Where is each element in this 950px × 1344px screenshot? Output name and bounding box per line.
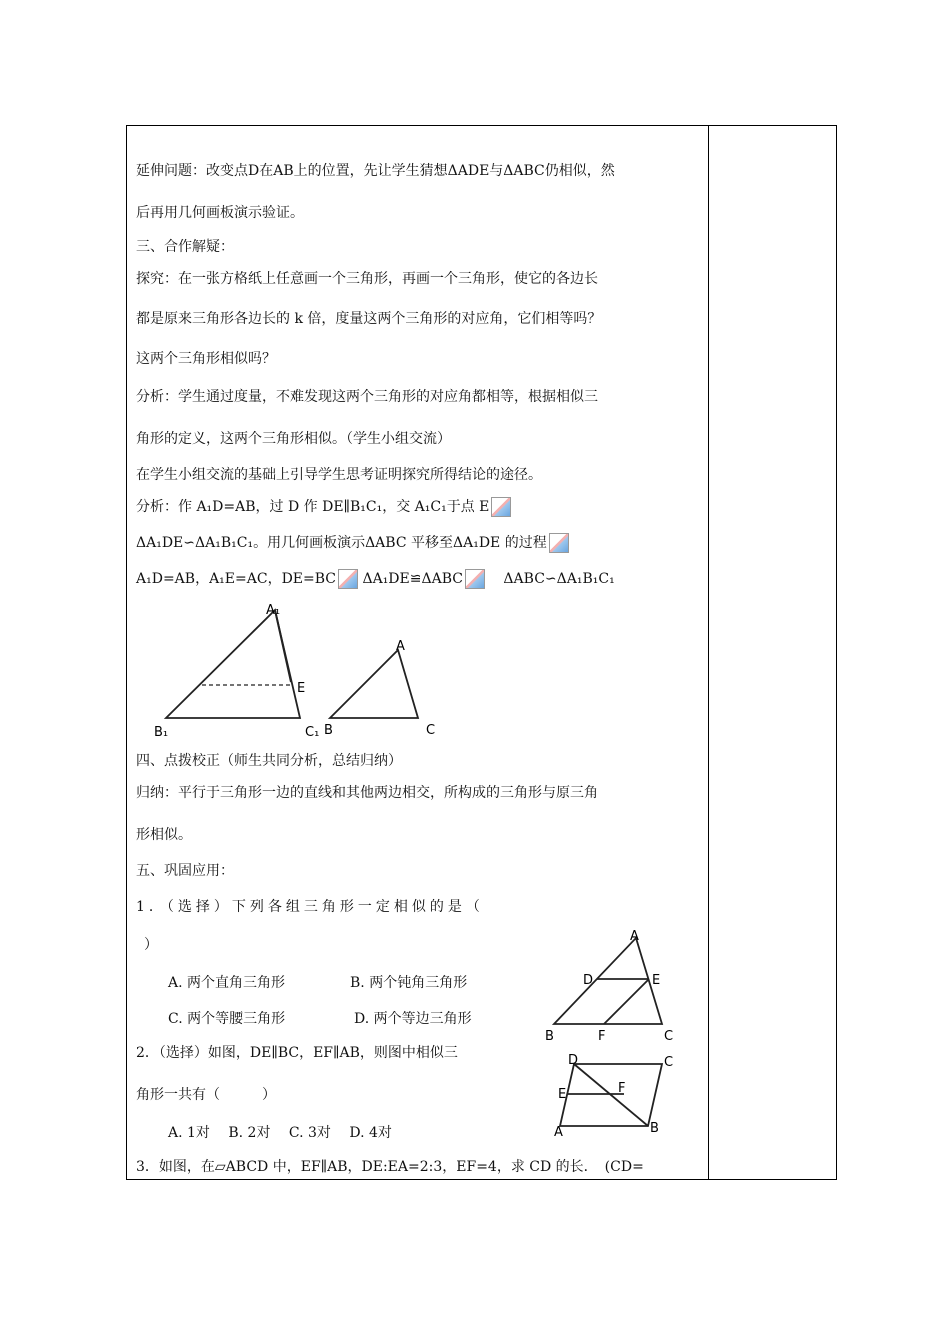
- segment-a1-c1: [275, 610, 291, 682]
- explore-line1: 探究：在一张方格纸上任意画一个三角形，再画一个三角形，使它的各边长: [136, 271, 598, 287]
- q2-label-a: A: [630, 929, 639, 944]
- diagonal-db: [574, 1064, 648, 1126]
- label-c: C: [426, 723, 436, 738]
- label-b1: B₁: [154, 725, 169, 740]
- extension-question-line1: 延伸问题：改变点D在AB上的位置，先让学生猜想ΔADE与ΔABC仍相似，然: [136, 163, 615, 179]
- question-2-options: A. 1对 B. 2对 C. 3对 D. 4对: [168, 1125, 392, 1141]
- explore-line2: 都是原来三角形各边长的 k 倍，度量这两个三角形的对应角，它们相等吗？: [136, 311, 602, 327]
- section-heading-4: 四、点拨校正（师生共同分析，总结归纳）: [136, 753, 402, 769]
- question-2-figure: [536, 924, 696, 1044]
- question-2-line1: 2．（选择）如图，DE∥BC，EF∥AB，则图中相似三: [136, 1045, 458, 1061]
- missing-image-icon: [549, 533, 569, 553]
- missing-image-icon: [465, 569, 485, 589]
- similarity-conclusion-text: ΔABC∽ΔA₁B₁C₁: [503, 571, 615, 587]
- label-a1: A₁: [266, 603, 281, 618]
- summary-line1: 归纳：平行于三角形一边的直线和其他两边相交，所构成的三角形与原三角: [136, 785, 598, 801]
- q3-label-f: F: [618, 1081, 626, 1096]
- q2-label-d: D: [583, 973, 594, 988]
- q3-label-e: E: [558, 1087, 567, 1102]
- congruence-text: ΔA₁DE≌ΔABC: [362, 571, 463, 587]
- analysis2-line2: [136, 532, 569, 553]
- question-1-option-c: C. 两个等腰三角形: [168, 1011, 286, 1027]
- q2-label-b: B: [545, 1029, 554, 1044]
- question-2-line2: 角形一共有（ ）: [136, 1087, 276, 1103]
- q2-label-f: F: [598, 1029, 606, 1044]
- similarity-demo-text: ΔA₁DE∽ΔA₁B₁C₁。用几何画板演示ΔABC 平移至ΔA₁DE 的过程: [136, 535, 547, 551]
- label-b: B: [324, 723, 333, 738]
- question-3-stem: 3．如图，在▱ABCD 中，EF∥AB，DE:EA=2:3，EF=4，求 CD 的长． (CD=: [136, 1159, 644, 1175]
- extension-question-line2: 后再用几何画板演示验证。: [136, 205, 304, 221]
- question-1-close-paren: ）: [144, 937, 158, 953]
- section-heading-5: 五、巩固应用：: [136, 863, 234, 879]
- triangle-a1b1c1: [166, 610, 300, 718]
- missing-image-icon: [338, 569, 358, 589]
- missing-image-icon: [491, 497, 511, 517]
- triangle-figure: [150, 600, 450, 740]
- analysis2-line1: [136, 496, 511, 517]
- analysis2-text: 分析：作 A₁D=AB，过 D 作 DE∥B₁C₁，交 A₁C₁于点 E: [136, 499, 490, 515]
- segment-ef: [604, 979, 649, 1024]
- triangle-abc: [330, 650, 418, 718]
- label-c1: C₁: [305, 725, 320, 740]
- q2-label-c: C: [664, 1029, 674, 1044]
- question-1-option-a: A. 两个直角三角形: [168, 975, 286, 991]
- q3-label-c: C: [664, 1055, 674, 1070]
- analysis-line2: 角形的定义，这两个三角形相似。（学生小组交流）: [136, 431, 451, 447]
- summary-line2: 形相似。: [136, 827, 192, 843]
- q2-label-e: E: [652, 973, 661, 988]
- question-3-figure: [552, 1052, 692, 1138]
- equalities-text: A₁D=AB，A₁E=AC，DE=BC: [136, 571, 337, 587]
- guide-line: 在学生小组交流的基础上引导学生思考证明探究所得结论的途径。: [136, 467, 542, 483]
- q3-label-b: B: [650, 1121, 659, 1136]
- question-1-option-b: B. 两个钝角三角形: [350, 975, 468, 991]
- q3-label-a: A: [554, 1125, 563, 1138]
- label-e: E: [297, 681, 306, 696]
- explore-line3: 这两个三角形相似吗？: [136, 351, 276, 367]
- section-heading-3: 三、合作解疑：: [136, 239, 234, 255]
- q3-label-d: D: [568, 1053, 579, 1068]
- analysis-line1: 分析：学生通过度量，不难发现这两个三角形的对应角都相等，根据相似三: [136, 389, 598, 405]
- question-1-stem: 1．（选择）下列各组三角形一定相似的是（: [136, 899, 484, 915]
- question-1-option-d: D. 两个等边三角形: [354, 1011, 472, 1027]
- analysis2-line3: [136, 568, 615, 589]
- label-a: A: [396, 639, 405, 654]
- column-divider: [708, 125, 709, 1180]
